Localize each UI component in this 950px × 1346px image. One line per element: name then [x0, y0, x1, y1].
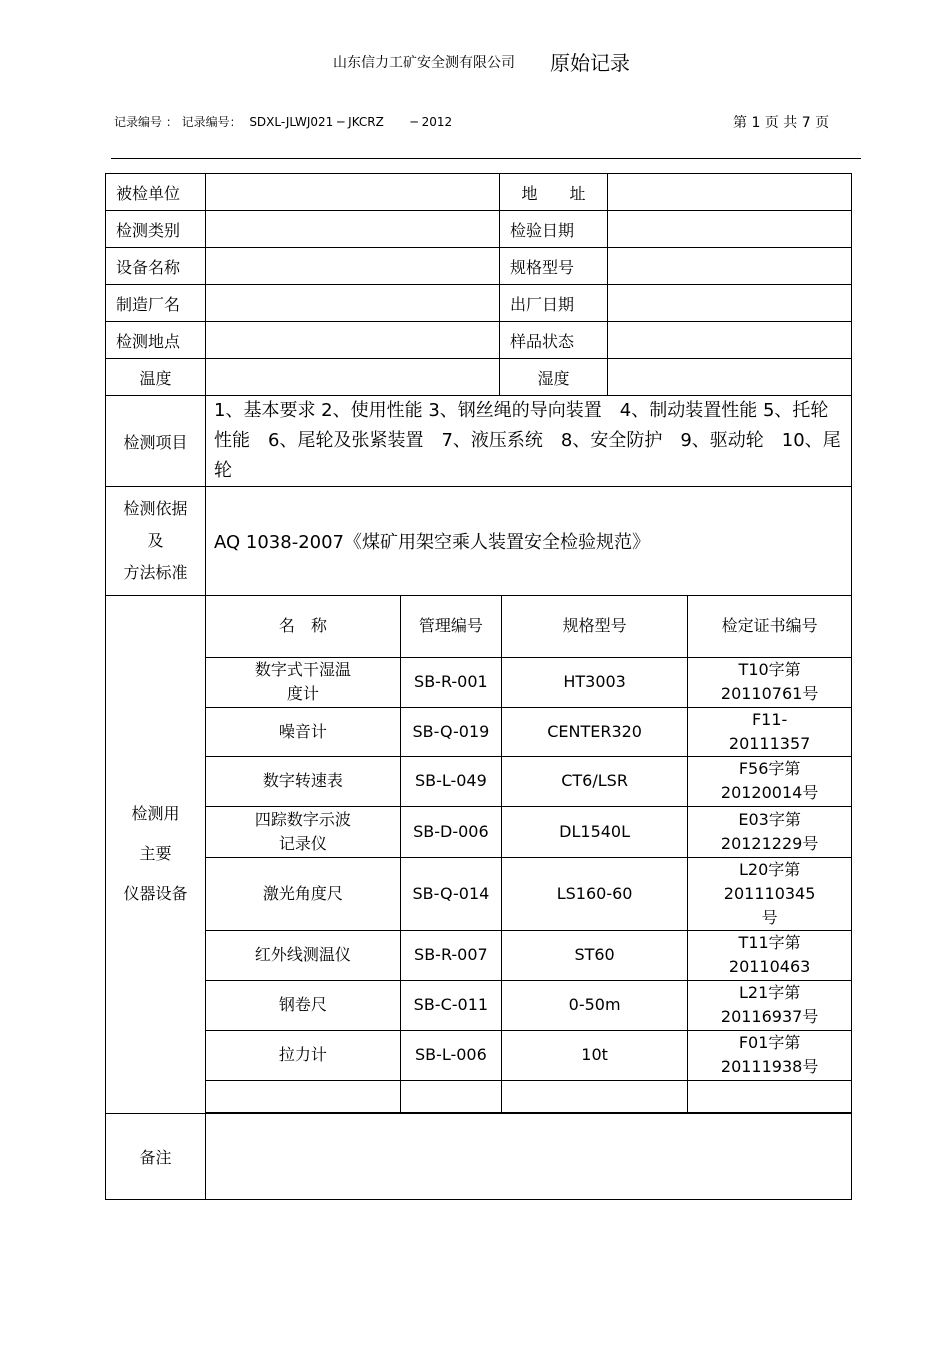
instrument-cert: F11-20111357 [688, 707, 851, 756]
instrument-cert [688, 1080, 851, 1112]
instruments-label [106, 596, 206, 1114]
info-row [106, 248, 852, 285]
field-label: 出厂日期 [500, 285, 608, 322]
field-label: 湿度 [500, 359, 608, 396]
instrument-model: 0-50m [501, 980, 687, 1030]
instrument-code: SB-L-006 [400, 1030, 501, 1080]
field-label: 温度 [106, 359, 206, 396]
col-header-model: 规格型号 [501, 596, 687, 657]
instrument-name [206, 1080, 400, 1112]
field-value[interactable] [206, 322, 500, 359]
instrument-model: HT3003 [501, 657, 687, 707]
page-indicator: 第 1 页 共 7 页 [733, 115, 830, 131]
document-title: 原始记录 [550, 51, 630, 75]
instrument-cert: F01字第20111938号 [688, 1030, 851, 1080]
instruments-row [106, 596, 852, 1114]
instrument-name: 钢卷尺 [206, 980, 400, 1030]
instrument-name: 噪音计 [206, 707, 400, 756]
record-number-line [114, 113, 452, 130]
field-label: 检测地点 [106, 322, 206, 359]
field-label: 检验日期 [500, 211, 608, 248]
instrument-cert: L21字第20116937号 [688, 980, 851, 1030]
instrument-model: DL1540L [501, 806, 687, 857]
items-row [106, 396, 852, 487]
field-value[interactable] [608, 248, 852, 285]
instrument-code: SB-Q-019 [400, 707, 501, 756]
instrument-cert: E03字第20121229号 [688, 806, 851, 857]
field-value[interactable] [206, 174, 500, 211]
record-form [105, 173, 852, 1200]
field-value[interactable] [608, 359, 852, 396]
instruments-header-row [206, 596, 851, 657]
basis-row [106, 487, 852, 596]
info-row [106, 322, 852, 359]
field-value[interactable] [206, 359, 500, 396]
instrument-row [206, 1030, 851, 1080]
field-value[interactable] [206, 248, 500, 285]
col-header-name: 名 称 [206, 596, 400, 657]
instrument-row [206, 707, 851, 756]
instrument-row [206, 756, 851, 806]
basis-label [106, 487, 206, 596]
field-value[interactable] [608, 322, 852, 359]
instruments-label-line: 主要 [139, 844, 172, 864]
instrument-model: ST60 [501, 930, 687, 980]
instrument-row [206, 1080, 851, 1112]
col-header-cert: 检定证书编号 [688, 596, 851, 657]
instruments-table [206, 596, 851, 1113]
basis-label-line: 方法标准 [123, 563, 188, 582]
instrument-name: 数字转速表 [206, 756, 400, 806]
record-label-2: 记录编号： [181, 115, 242, 129]
instruments-label-line: 仪器设备 [123, 884, 188, 904]
basis-label-line: 检测依据 [123, 499, 188, 518]
field-label: 规格型号 [500, 248, 608, 285]
field-label: 设备名称 [106, 248, 206, 285]
instrument-name: 四踪数字示波记录仪 [206, 806, 400, 857]
instrument-code: SB-Q-014 [400, 857, 501, 930]
basis-text: AQ 1038-2007《煤矿用架空乘人装置安全检验规范》 [206, 487, 852, 596]
instrument-code [400, 1080, 501, 1112]
instruments-cell [206, 596, 852, 1114]
info-row [106, 285, 852, 322]
instrument-code: SB-R-007 [400, 930, 501, 980]
instrument-code: SB-R-001 [400, 657, 501, 707]
instrument-cert: T11字第20110463 [688, 930, 851, 980]
field-label: 制造厂名 [106, 285, 206, 322]
col-header-code: 管理编号 [400, 596, 501, 657]
instrument-row [206, 857, 851, 930]
field-value[interactable] [608, 211, 852, 248]
instrument-name: 激光角度尺 [206, 857, 400, 930]
instrument-code: SB-C-011 [400, 980, 501, 1030]
instrument-name: 数字式干湿温度计 [206, 657, 400, 707]
field-label: 样品状态 [500, 322, 608, 359]
instrument-row [206, 930, 851, 980]
record-year: ─ 2012 [410, 115, 453, 129]
info-row [106, 174, 852, 211]
field-value[interactable] [206, 211, 500, 248]
items-text: 1、基本要求 2、使用性能 3、钢丝绳的导向装置 4、制动装置性能 5、托轮性能 6、尾轮及张紧装置 7、液压系统 8、安全防护 9、驱动轮 10、尾轮 [206, 396, 852, 487]
record-label: 记录编号 ： [114, 115, 178, 129]
header-divider [111, 158, 861, 159]
instrument-model [501, 1080, 687, 1112]
field-label: 地 址 [500, 174, 608, 211]
remarks-row [106, 1113, 852, 1199]
field-label: 检测类别 [106, 211, 206, 248]
instrument-name: 红外线测温仪 [206, 930, 400, 980]
record-number: SDXL-JLWJ021 ─ JKCRZ [249, 115, 384, 129]
instrument-row [206, 657, 851, 707]
field-value[interactable] [608, 285, 852, 322]
instrument-name: 拉力计 [206, 1030, 400, 1080]
instrument-model: 10t [501, 1030, 687, 1080]
field-value[interactable] [608, 174, 852, 211]
instrument-model: CT6/LSR [501, 756, 687, 806]
instrument-code: SB-D-006 [400, 806, 501, 857]
instrument-code: SB-L-049 [400, 756, 501, 806]
basis-label-line: 及 [147, 531, 164, 550]
instrument-cert: T10字第20110761号 [688, 657, 851, 707]
field-value[interactable] [206, 285, 500, 322]
remarks-label: 备注 [106, 1113, 206, 1199]
info-row [106, 211, 852, 248]
items-label: 检测项目 [106, 396, 206, 487]
company-name: 山东信力工矿安全测有限公司 [333, 55, 515, 71]
instrument-model: CENTER320 [501, 707, 687, 756]
instruments-label-line: 检测用 [131, 804, 180, 824]
instrument-model: LS160-60 [501, 857, 687, 930]
instrument-cert: L20字第201110345号 [688, 857, 851, 930]
instrument-cert: F56字第20120014号 [688, 756, 851, 806]
instrument-row [206, 806, 851, 857]
remarks-value[interactable] [206, 1113, 852, 1199]
field-label: 被检单位 [106, 174, 206, 211]
instrument-row [206, 980, 851, 1030]
info-row [106, 359, 852, 396]
